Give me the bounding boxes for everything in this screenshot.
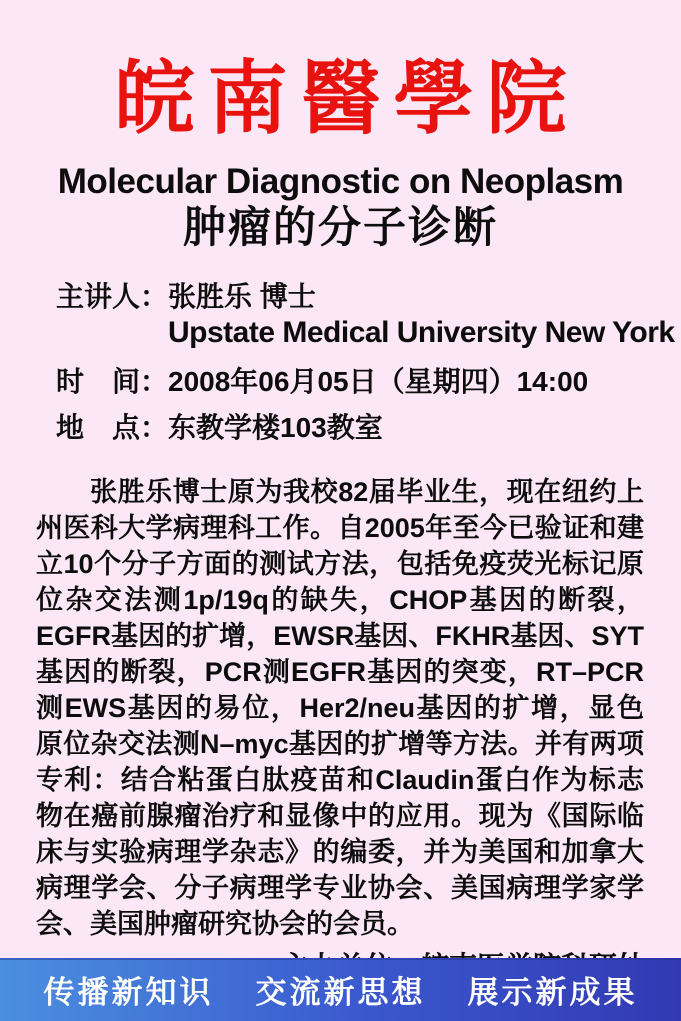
speaker-bio-paragraph: 张胜乐博士原为我校82届毕业生，现在纽约上州医科大学病理科工作。自2005年至今已验证和建立10个分子方面的测试方法，包括免疫荧光标记原位杂交法测1p/19q的缺失，CHOP基因的断裂，EGFR基因的扩增，EWSR基因、FKHR基因、SYT基因的断裂，PCR测EGFR基因的突变，RT–PCR测EWS基因的易位，Her2/neu基因的扩增，显色原位杂交法测N–myc基因的扩增等方法。并有两项专利：结合粘蛋白肽疫苗和Claudin蛋白作为标志物在癌前腺瘤治疗和显像中的应用。现为《国际临床与实验病理学杂志》的编委，并为美国和加拿大病理学会、分子病理学专业协会、美国病理学家学会、美国肿瘤研究协会的会员。 bbox=[36, 477, 645, 939]
lecture-info-block bbox=[56, 280, 681, 448]
time-label: 时 间： bbox=[56, 366, 169, 397]
speaker-row bbox=[56, 280, 681, 314]
place-label: 地 点： bbox=[56, 412, 169, 443]
speaker-name: 张胜乐 博士 bbox=[168, 281, 316, 312]
slogan-exchange-ideas: 交流新思想 bbox=[255, 975, 426, 1010]
slogan-spread-knowledge: 传播新知识 bbox=[43, 975, 214, 1010]
speaker-affiliation: Upstate Medical University New York bbox=[168, 316, 675, 349]
speaker-label: 主讲人： bbox=[56, 281, 169, 312]
time-value: 2008年06月05日（星期四）14:00 bbox=[168, 366, 589, 397]
lecture-title-zh: 肿瘤的分子诊断 bbox=[183, 204, 498, 252]
school-title: 皖南醫學院 bbox=[114, 51, 580, 145]
lecture-title-en: Molecular Diagnostic on Neoplasm bbox=[57, 162, 624, 201]
place-value: 东教学楼103教室 bbox=[168, 412, 383, 443]
time-row bbox=[56, 362, 681, 402]
place-row bbox=[56, 408, 681, 448]
footer-slogan-bar bbox=[0, 958, 681, 1021]
slogan-show-achievements: 展示新成果 bbox=[467, 975, 638, 1010]
